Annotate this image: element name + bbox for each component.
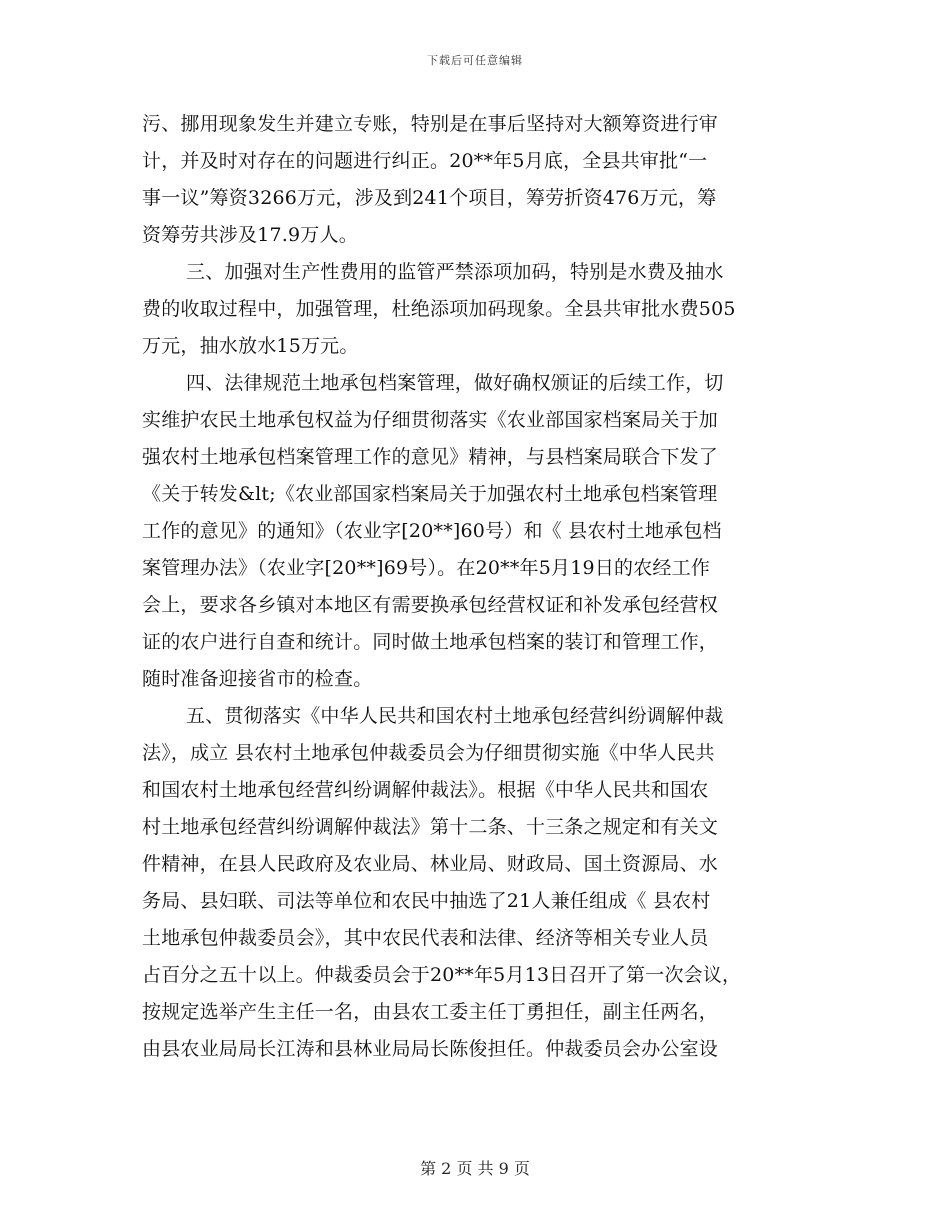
- text-line: 计，并及时对存在的问题进行纠正。20**年5月底，全县共审批“一: [142, 150, 708, 172]
- paragraph-start-line: 三、加强对生产性费用的监管严禁添项加码，特别是水费及抽水: [186, 261, 724, 283]
- text-line: 事一议”筹资3266万元，涉及到241个项目，筹劳折资476万元，筹: [142, 187, 717, 209]
- text-line: 工作的意见》的通知》（农业字[20**]60号）和《 县农村土地承包档: [142, 520, 722, 542]
- document-body: [142, 106, 832, 1068]
- text-line: 污、挪用现象发生并建立专账，特别是在事后坚持对大额筹资进行审: [142, 113, 719, 135]
- text-line: 按规定选举产生主任一名，由县农工委主任丁勇担任，副主任两名，: [142, 1001, 719, 1023]
- text-line: 会上，要求各乡镇对本地区有需要换承包经营权证和补发承包经营权: [142, 594, 719, 616]
- text-line: 资筹劳共涉及17.9万人。: [142, 224, 358, 246]
- text-line: 由县农业局局长江涛和县林业局局长陈俊担任。仲裁委员会办公室设: [142, 1038, 719, 1060]
- text-line: 件精神，在县人民政府及农业局、林业局、财政局、国土资源局、水: [142, 853, 719, 875]
- page-header: 下载后可任意编辑: [427, 54, 523, 67]
- text-line: 务局、县妇联、司法等单位和农民中抽选了21人兼任组成《 县农村: [142, 890, 711, 912]
- text-line: 《关于转发&lt;《农业部国家档案局关于加强农村土地承包档案管理: [142, 483, 718, 505]
- page-number-footer: 第 2 页 共 9 页: [420, 1159, 530, 1178]
- text-line: 法》，成立 县农村土地承包仲裁委员会为仔细贯彻实施《中华人民共: [142, 742, 715, 764]
- paragraph-start-line: 五、贯彻落实《中华人民共和国农村土地承包经营纠纷调解仲裁: [186, 705, 724, 727]
- text-line: 案管理办法》（农业字[20**]69号）。在20**年5月19日的农经工作: [142, 557, 711, 579]
- text-line: 土地承包仲裁委员会》，其中农民代表和法律、经济等相关专业人员: [142, 927, 709, 949]
- text-line: 万元，抽水放水15万元。: [142, 335, 359, 357]
- paragraph-start-line: 四、法律规范土地承包档案管理，做好确权颁证的后续工作，切: [186, 372, 724, 394]
- text-line: 村土地承包经营纠纷调解仲裁法》第十二条、十三条之规定和有关文: [142, 816, 719, 838]
- text-line: 占百分之五十以上。仲裁委员会于20**年5月13日召开了第一次会议，: [142, 964, 742, 986]
- text-line: 和国农村土地承包经营纠纷调解仲裁法》。根据《中华人民共和国农: [142, 779, 709, 801]
- text-line: 实维护农民土地承包权益为仔细贯彻落实《农业部国家档案局关于加: [142, 409, 719, 431]
- text-line: 费的收取过程中，加强管理，杜绝添项加码现象。全县共审批水费505: [142, 298, 736, 320]
- text-line: 随时准备迎接省市的检查。: [142, 668, 373, 690]
- text-line: 证的农户进行自查和统计。同时做土地承包档案的装订和管理工作，: [142, 631, 719, 653]
- text-line: 强农村土地承包档案管理工作的意见》精神，与县档案局联合下发了: [142, 446, 719, 468]
